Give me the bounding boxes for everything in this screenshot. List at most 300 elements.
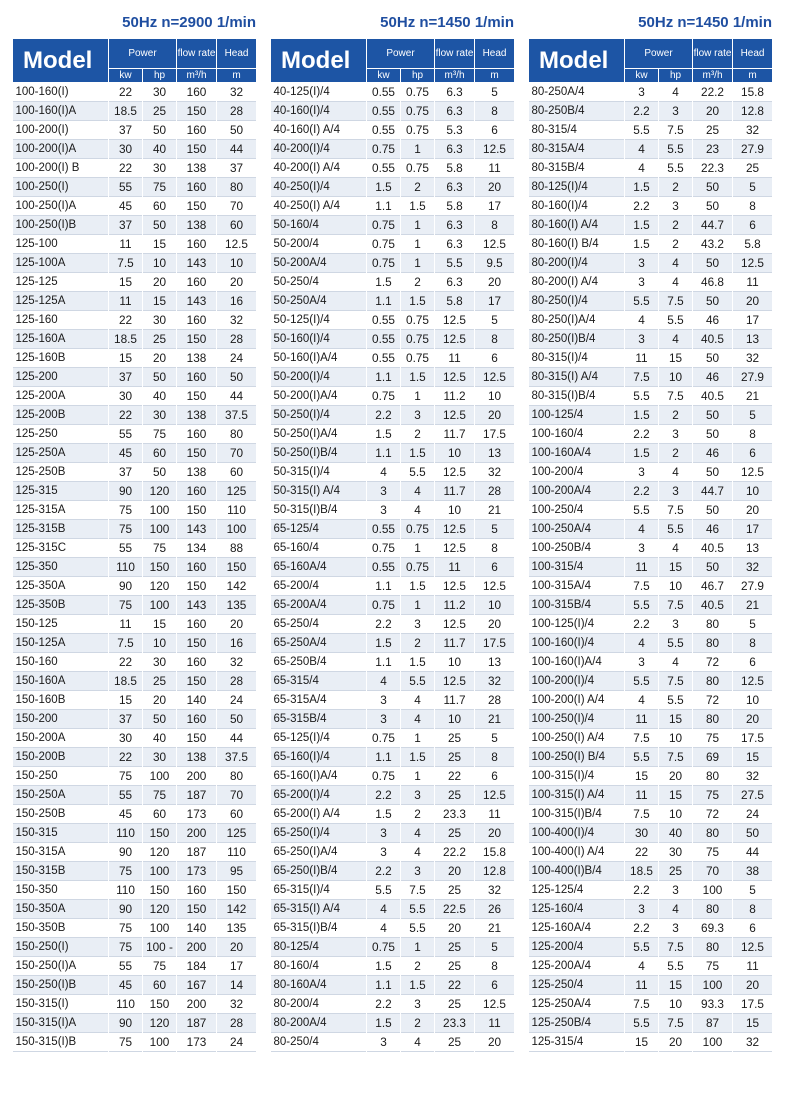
kw-cell: 90 (109, 900, 143, 919)
head-cell: 17 (475, 292, 515, 311)
hp-cell: 1.5 (401, 292, 435, 311)
model-cell: 65-250/4 (271, 615, 367, 634)
hp-cell: 2 (659, 178, 693, 197)
table-row (13, 368, 257, 387)
flow-rate-cell: 160 (177, 178, 217, 197)
table-row (13, 824, 257, 843)
flow-rate-cell: 25 (435, 995, 475, 1014)
flow-rate-cell: 150 (177, 387, 217, 406)
hp-cell: 100 (143, 919, 177, 938)
table-row (13, 843, 257, 862)
flow-rate-cell: 46.8 (693, 273, 733, 292)
kw-cell: 15 (625, 1033, 659, 1052)
kw-cell: 1.5 (367, 805, 401, 824)
hp-cell: 10 (659, 729, 693, 748)
flow-rate-cell: 46 (693, 368, 733, 387)
table-row (13, 178, 257, 197)
model-cell: 125-160A/4 (529, 919, 625, 938)
hp-cell: 3 (401, 862, 435, 881)
table-row (271, 1014, 515, 1033)
table-row (271, 938, 515, 957)
kw-cell: 7.5 (625, 995, 659, 1014)
head-cell: 6 (733, 216, 773, 235)
kw-cell: 1.5 (625, 235, 659, 254)
flow-rate-cell: 150 (177, 444, 217, 463)
kw-cell: 3 (625, 83, 659, 102)
kw-cell: 55 (109, 786, 143, 805)
hp-cell: 1 (401, 596, 435, 615)
flow-rate-cell: 43.2 (693, 235, 733, 254)
flow-rate-cell: 50 (693, 349, 733, 368)
head-cell: 88 (217, 539, 257, 558)
hp-cell: 30 (659, 843, 693, 862)
head-unit-header: m (217, 69, 257, 83)
flow-rate-cell: 160 (177, 482, 217, 501)
kw-cell: 2.2 (367, 786, 401, 805)
flow-rate-cell: 143 (177, 254, 217, 273)
model-cell: 150-315(I)A (13, 1014, 109, 1033)
flow-rate-cell: 5.8 (435, 197, 475, 216)
kw-cell: 4 (367, 919, 401, 938)
hp-unit-header: hp (401, 69, 435, 83)
hp-cell: 1.5 (401, 444, 435, 463)
table-row (271, 824, 515, 843)
kw-cell: 11 (625, 558, 659, 577)
head-cell: 80 (217, 425, 257, 444)
model-cell: 80-250(I)B/4 (529, 330, 625, 349)
hp-cell: 50 (143, 710, 177, 729)
head-cell: 6 (733, 653, 773, 672)
kw-unit-header: kw (625, 69, 659, 83)
table-row (271, 691, 515, 710)
kw-cell: 11 (109, 235, 143, 254)
model-cell: 100-160A/4 (529, 444, 625, 463)
hp-cell: 30 (143, 653, 177, 672)
flow-rate-cell: 5.8 (435, 292, 475, 311)
head-cell: 70 (217, 444, 257, 463)
table-row (529, 900, 773, 919)
model-cell: 80-315/4 (529, 121, 625, 140)
kw-cell: 3 (367, 482, 401, 501)
head-cell: 32 (217, 995, 257, 1014)
table-row (529, 406, 773, 425)
hp-cell: 5.5 (401, 919, 435, 938)
kw-cell: 18.5 (109, 672, 143, 691)
hp-cell: 1 (401, 140, 435, 159)
hp-cell: 0.75 (401, 83, 435, 102)
flow-rate-cell: 200 (177, 767, 217, 786)
table-row (13, 539, 257, 558)
kw-cell: 5.5 (625, 1014, 659, 1033)
flow-rate-cell: 46 (693, 520, 733, 539)
head-cell: 32 (733, 349, 773, 368)
head-cell: 135 (217, 919, 257, 938)
model-cell: 65-200(I)/4 (271, 786, 367, 805)
kw-cell: 1.5 (625, 444, 659, 463)
model-cell: 100-250(I) A/4 (529, 729, 625, 748)
model-cell: 125-200A/4 (529, 957, 625, 976)
power-column-header: Power (367, 39, 435, 69)
head-cell: 12.5 (475, 235, 515, 254)
table-row (271, 197, 515, 216)
spec-table-panel-2 (270, 0, 514, 1052)
hp-cell: 60 (143, 197, 177, 216)
hp-cell: 1 (401, 767, 435, 786)
hp-cell: 50 (143, 121, 177, 140)
head-cell: 20 (475, 178, 515, 197)
kw-cell: 3 (625, 653, 659, 672)
table-row (529, 767, 773, 786)
flow-rate-cell: 6.3 (435, 83, 475, 102)
flow-rate-cell: 6.3 (435, 273, 475, 292)
flow-rate-cell: 12.5 (435, 311, 475, 330)
model-cell: 80-250/4 (271, 1033, 367, 1052)
hp-cell: 30 (143, 83, 177, 102)
table-row (13, 767, 257, 786)
table-row (271, 672, 515, 691)
kw-cell: 2.2 (367, 406, 401, 425)
hp-cell: 4 (659, 539, 693, 558)
table-row (271, 748, 515, 767)
flow-rate-cell: 25 (435, 824, 475, 843)
head-column-header: Head (217, 39, 257, 69)
flow-rate-cell: 167 (177, 976, 217, 995)
model-cell: 65-160(I)/4 (271, 748, 367, 767)
head-cell: 20 (475, 1033, 515, 1052)
table-row (13, 463, 257, 482)
hp-cell: 2 (659, 216, 693, 235)
kw-cell: 1.1 (367, 197, 401, 216)
kw-cell: 2.2 (625, 919, 659, 938)
head-cell: 12.5 (475, 368, 515, 387)
table-row (13, 653, 257, 672)
hp-cell: 0.75 (401, 330, 435, 349)
kw-cell: 75 (109, 919, 143, 938)
flow-rate-cell: 6.3 (435, 235, 475, 254)
table-row (529, 216, 773, 235)
head-cell: 12.8 (475, 862, 515, 881)
head-cell: 6 (475, 767, 515, 786)
kw-cell: 75 (109, 501, 143, 520)
model-cell: 125-100 (13, 235, 109, 254)
kw-unit-header: kw (367, 69, 401, 83)
table-row (271, 634, 515, 653)
model-cell: 125-315/4 (529, 1033, 625, 1052)
head-cell: 10 (475, 387, 515, 406)
head-cell: 15 (733, 1014, 773, 1033)
hp-cell: 3 (659, 482, 693, 501)
table-row (271, 539, 515, 558)
kw-cell: 2.2 (625, 881, 659, 900)
hp-cell: 7.5 (659, 1014, 693, 1033)
kw-cell: 75 (109, 862, 143, 881)
model-cell: 80-315(I)B/4 (529, 387, 625, 406)
flow-rate-cell: 22.3 (693, 159, 733, 178)
model-cell: 125-315C (13, 539, 109, 558)
flow-rate-cell: 40.5 (693, 596, 733, 615)
table-row (529, 83, 773, 102)
table-row (271, 862, 515, 881)
hp-cell: 4 (659, 463, 693, 482)
hp-cell: 15 (659, 710, 693, 729)
hp-cell: 20 (143, 349, 177, 368)
head-cell: 21 (733, 596, 773, 615)
kw-cell: 3 (367, 824, 401, 843)
model-cell: 150-315A (13, 843, 109, 862)
table-row (529, 159, 773, 178)
flow-rate-cell: 11 (435, 558, 475, 577)
flow-rate-cell: 5.3 (435, 121, 475, 140)
head-cell: 32 (217, 311, 257, 330)
head-cell: 14 (217, 976, 257, 995)
flow-rate-cell: 5.5 (435, 254, 475, 273)
hp-cell: 1.5 (401, 748, 435, 767)
table-row (13, 482, 257, 501)
hp-cell: 3 (659, 615, 693, 634)
table-row (13, 786, 257, 805)
kw-cell: 4 (625, 634, 659, 653)
head-cell: 8 (733, 900, 773, 919)
table-row (271, 235, 515, 254)
kw-cell: 4 (625, 957, 659, 976)
head-cell: 17.5 (475, 425, 515, 444)
hp-cell: 5.5 (659, 957, 693, 976)
flow-rate-cell: 6.3 (435, 140, 475, 159)
flow-rate-cell: 40.5 (693, 539, 733, 558)
kw-cell: 75 (109, 1033, 143, 1052)
table-row (13, 976, 257, 995)
flow-rate-cell: 12.5 (435, 463, 475, 482)
model-cell: 150-125 (13, 615, 109, 634)
model-cell: 50-200(I)/4 (271, 368, 367, 387)
hp-cell: 7.5 (659, 596, 693, 615)
kw-cell: 18.5 (109, 330, 143, 349)
table-row (13, 273, 257, 292)
flow-rate-cell: 25 (693, 121, 733, 140)
model-cell: 125-200A (13, 387, 109, 406)
head-cell: 20 (733, 976, 773, 995)
flow-rate-column-header: flow rate (435, 39, 475, 69)
hp-cell: 3 (401, 995, 435, 1014)
hp-cell: 1 (401, 254, 435, 273)
kw-cell: 90 (109, 843, 143, 862)
head-cell: 12.5 (733, 672, 773, 691)
spec-table (528, 38, 773, 1052)
table-row (271, 159, 515, 178)
table-row (271, 596, 515, 615)
hp-cell: 30 (143, 159, 177, 178)
table-row (271, 482, 515, 501)
table-row (13, 102, 257, 121)
table-row (529, 634, 773, 653)
table-row (529, 691, 773, 710)
head-cell: 28 (475, 691, 515, 710)
kw-cell: 0.55 (367, 102, 401, 121)
table-row (271, 387, 515, 406)
model-cell: 125-250A/4 (529, 995, 625, 1014)
model-cell: 125-200B (13, 406, 109, 425)
head-cell: 11 (475, 159, 515, 178)
flow-rate-cell: 150 (177, 672, 217, 691)
table-row (529, 919, 773, 938)
head-cell: 44 (217, 140, 257, 159)
hp-cell: 25 (143, 330, 177, 349)
hp-cell: 15 (659, 976, 693, 995)
table-row (271, 254, 515, 273)
model-cell: 125-250 (13, 425, 109, 444)
model-cell: 80-160(I) A/4 (529, 216, 625, 235)
kw-cell: 5.5 (625, 748, 659, 767)
model-cell: 100-250B/4 (529, 539, 625, 558)
kw-cell: 3 (625, 330, 659, 349)
hp-cell: 0.75 (401, 311, 435, 330)
table-row (271, 710, 515, 729)
flow-rate-cell: 25 (435, 786, 475, 805)
table-row (13, 710, 257, 729)
model-cell: 50-250/4 (271, 273, 367, 292)
kw-cell: 75 (109, 596, 143, 615)
power-column-header: Power (625, 39, 693, 69)
hp-cell: 30 (143, 748, 177, 767)
head-cell: 6 (733, 919, 773, 938)
flow-rate-cell: 93.3 (693, 995, 733, 1014)
head-cell: 12.5 (733, 938, 773, 957)
kw-cell: 4 (625, 691, 659, 710)
hp-cell: 7.5 (401, 881, 435, 900)
hp-cell: 20 (143, 273, 177, 292)
flow-rate-cell: 160 (177, 83, 217, 102)
table-row (271, 83, 515, 102)
kw-cell: 7.5 (109, 634, 143, 653)
flow-rate-cell: 50 (693, 254, 733, 273)
kw-cell: 4 (625, 140, 659, 159)
hp-cell: 50 (143, 463, 177, 482)
model-cell: 150-160A (13, 672, 109, 691)
kw-cell: 7.5 (625, 577, 659, 596)
table-row (529, 501, 773, 520)
table-row (529, 596, 773, 615)
model-cell: 50-250A/4 (271, 292, 367, 311)
model-cell: 100-315/4 (529, 558, 625, 577)
hp-cell: 2 (401, 805, 435, 824)
head-cell: 12.5 (733, 463, 773, 482)
head-cell: 8 (475, 330, 515, 349)
hp-cell: 3 (401, 615, 435, 634)
hp-cell: 2 (401, 1014, 435, 1033)
kw-cell: 4 (625, 311, 659, 330)
model-cell: 125-350A (13, 577, 109, 596)
power-column-header: Power (109, 39, 177, 69)
hp-cell: 0.75 (401, 520, 435, 539)
hp-cell: 7.5 (659, 501, 693, 520)
flow-rate-cell: 150 (177, 140, 217, 159)
model-cell: 50-200(I)A/4 (271, 387, 367, 406)
kw-cell: 37 (109, 216, 143, 235)
flow-rate-cell: 10 (435, 501, 475, 520)
head-unit-header: m (733, 69, 773, 83)
hp-cell: 5.5 (659, 159, 693, 178)
flow-rate-cell: 100 (693, 1033, 733, 1052)
table-row (529, 805, 773, 824)
table-row (271, 976, 515, 995)
hp-cell: 1.5 (401, 577, 435, 596)
table-row (529, 976, 773, 995)
kw-cell: 110 (109, 824, 143, 843)
head-cell: 5 (733, 615, 773, 634)
model-cell: 50-315(I) A/4 (271, 482, 367, 501)
kw-cell: 22 (625, 843, 659, 862)
kw-cell: 3 (625, 539, 659, 558)
flow-unit-header: m³/h (177, 69, 217, 83)
model-cell: 50-315(I)B/4 (271, 501, 367, 520)
flow-rate-cell: 12.5 (435, 368, 475, 387)
table-row (529, 330, 773, 349)
model-cell: 125-350B (13, 596, 109, 615)
kw-cell: 1.1 (367, 653, 401, 672)
table-row (529, 368, 773, 387)
head-cell: 150 (217, 881, 257, 900)
hp-cell: 150 (143, 995, 177, 1014)
flow-rate-cell: 160 (177, 710, 217, 729)
table-row (529, 254, 773, 273)
flow-rate-cell: 160 (177, 235, 217, 254)
table-row (13, 197, 257, 216)
model-cell: 150-250(I)A (13, 957, 109, 976)
model-cell: 50-125(I)/4 (271, 311, 367, 330)
table-row (529, 1014, 773, 1033)
hp-cell: 30 (143, 311, 177, 330)
model-cell: 80-160/4 (271, 957, 367, 976)
head-cell: 9.5 (475, 254, 515, 273)
kw-cell: 30 (109, 729, 143, 748)
flow-rate-cell: 12.5 (435, 577, 475, 596)
head-cell: 8 (733, 634, 773, 653)
model-cell: 40-250(I)/4 (271, 178, 367, 197)
model-cell: 65-250(I)B/4 (271, 862, 367, 881)
flow-rate-cell: 80 (693, 767, 733, 786)
model-cell: 100-200A/4 (529, 482, 625, 501)
model-cell: 100-250(I)/4 (529, 710, 625, 729)
model-cell: 65-160A/4 (271, 558, 367, 577)
table-row (13, 501, 257, 520)
kw-cell: 18.5 (625, 862, 659, 881)
head-cell: 17 (733, 311, 773, 330)
model-cell: 100-315A/4 (529, 577, 625, 596)
hp-cell: 2 (401, 425, 435, 444)
flow-rate-cell: 22.5 (435, 900, 475, 919)
model-cell: 50-160(I)/4 (271, 330, 367, 349)
head-cell: 32 (733, 558, 773, 577)
kw-cell: 37 (109, 463, 143, 482)
table-row (13, 216, 257, 235)
head-cell: 20 (733, 501, 773, 520)
head-cell: 50 (217, 368, 257, 387)
table-row (271, 368, 515, 387)
head-cell: 70 (217, 786, 257, 805)
table-row (271, 1033, 515, 1052)
table-row (529, 881, 773, 900)
head-cell: 6 (475, 121, 515, 140)
flow-rate-cell: 143 (177, 596, 217, 615)
flow-rate-cell: 160 (177, 653, 217, 672)
head-cell: 142 (217, 900, 257, 919)
hp-cell: 60 (143, 976, 177, 995)
model-cell: 150-315 (13, 824, 109, 843)
model-cell: 150-160B (13, 691, 109, 710)
flow-rate-cell: 50 (693, 425, 733, 444)
head-cell: 21 (475, 501, 515, 520)
model-cell: 80-125/4 (271, 938, 367, 957)
